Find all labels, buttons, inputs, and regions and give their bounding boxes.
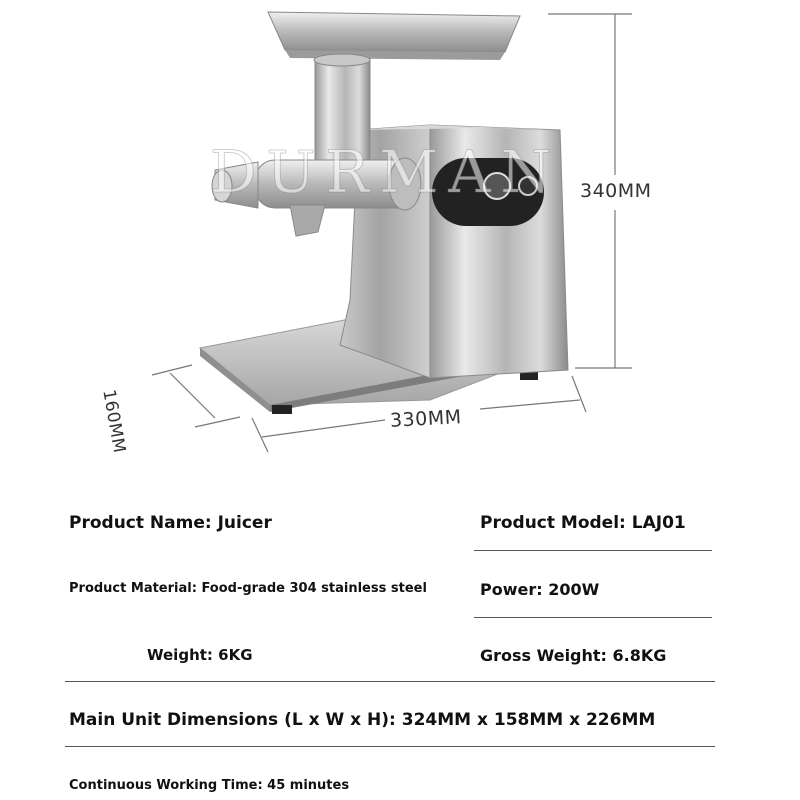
divider — [65, 681, 715, 682]
divider — [474, 550, 712, 551]
product-name: Product Name: Juicer — [69, 513, 272, 533]
divider — [65, 746, 715, 747]
main-unit-dimensions: Main Unit Dimensions (L x W x H): 324MM x 158MM x 226MM — [69, 710, 656, 730]
product-model: Product Model: LAJ01 — [480, 513, 686, 533]
hopper-tray — [268, 12, 520, 60]
net-weight: Weight: 6KG — [147, 646, 253, 664]
working-time: Continuous Working Time: 45 minutes — [69, 778, 350, 793]
gross-weight: Gross Weight: 6.8KG — [480, 646, 667, 665]
power-spec: Power: 200W — [480, 580, 600, 599]
product-material: Product Material: Food-grade 304 stainless steel — [69, 581, 427, 596]
width-dimension-label: 160MM — [98, 388, 130, 455]
divider — [474, 617, 712, 618]
length-dimension-label: 330MM — [389, 406, 463, 432]
height-dimension-label: 340MM — [580, 180, 652, 202]
juice-outlet — [290, 205, 325, 236]
brand-watermark: DURMAN — [210, 138, 562, 206]
